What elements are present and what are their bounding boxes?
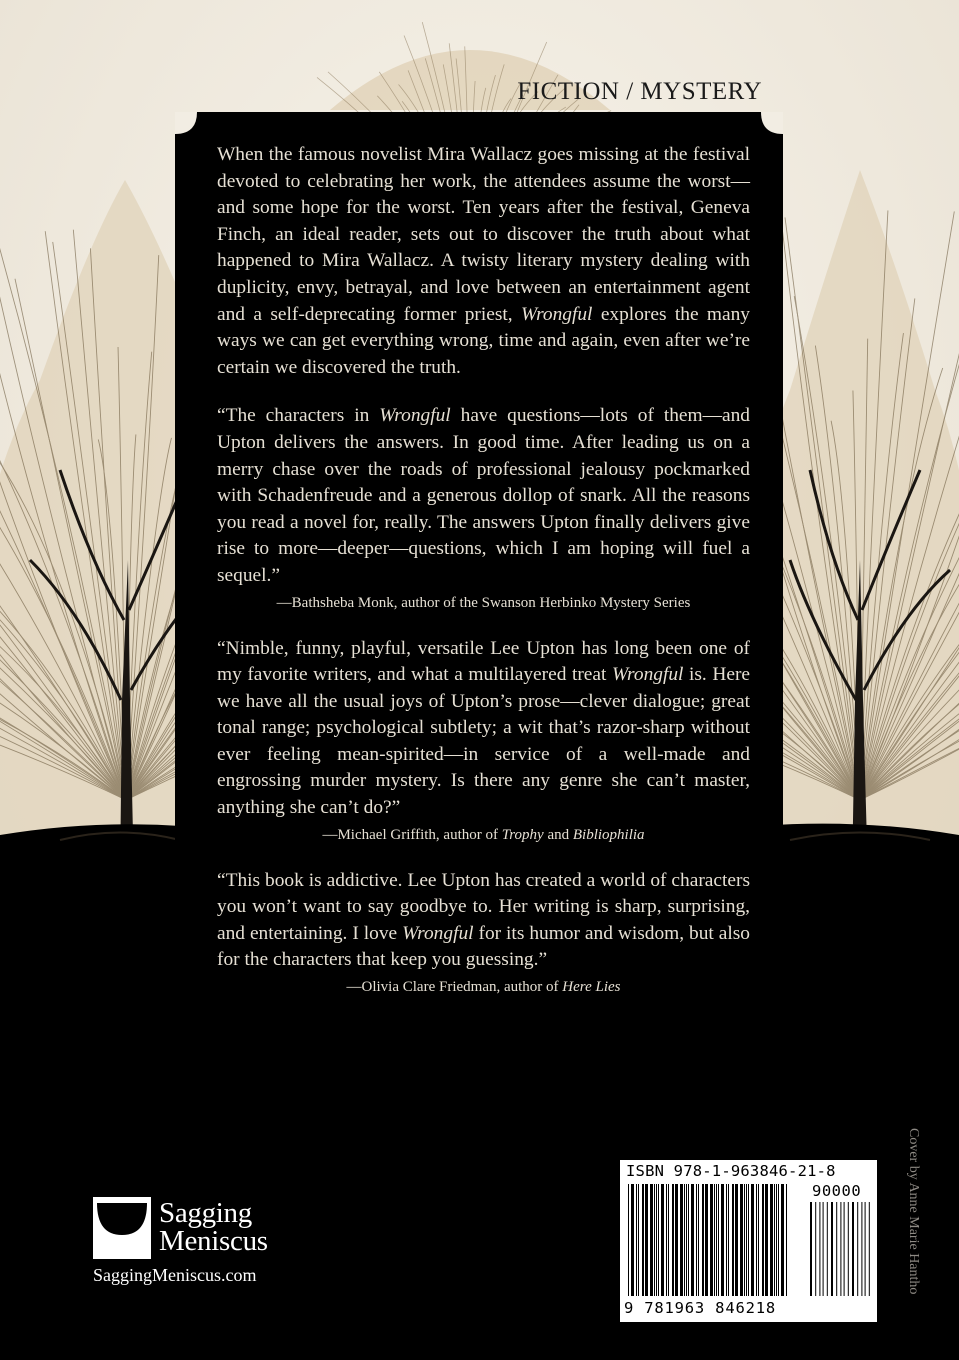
barcode-bar (686, 1184, 687, 1296)
barcode-bar (638, 1184, 639, 1296)
barcode-bar (770, 1184, 773, 1296)
barcode-bar (636, 1184, 637, 1296)
barcode-bar (688, 1184, 689, 1296)
addon-bar (827, 1202, 828, 1296)
italic-title: Wrongful (402, 922, 474, 944)
italic-title: Wrongful (379, 405, 451, 427)
barcode-bar (666, 1184, 667, 1296)
barcode-bar (654, 1184, 655, 1296)
addon-bar (865, 1202, 866, 1296)
addon-bar (810, 1202, 812, 1296)
addon-bar (848, 1202, 849, 1296)
addon-bar (852, 1202, 854, 1296)
blurb-1-attribution: —Bathsheba Monk, author of the Swanson Herbinko Mystery Series (276, 594, 691, 611)
publisher-name-line1: Sagging (159, 1197, 252, 1229)
meniscus-logo-icon (93, 1197, 151, 1259)
blurb-2-text: “Nimble, funny, playful, versatile Lee Upton has long been one of my favorite writers, and what a multilayered treat Wrongful is. Here we have all the usual joys of Upton’s prose—clever dialogue; great tonal range; psychological subtlety; a wit that’s razor-sharp without ever feeling mean-spirited—in service of a well-made and engrossing murder mystery. Is there any genre she can’t master, anything she can’t do?” (217, 637, 751, 819)
barcode-bar (661, 1184, 664, 1296)
barcode-bars (620, 1160, 877, 1322)
addon-bar (819, 1202, 820, 1296)
blurb-1-text: “The characters in Wrongful have questions—lots of them—and Upton delivers the answers. In good time. After leading us on a merry chase over the roads of professional jealousy pockmarked with Schadenfreude and a generous dollop of snark. All the reasons you read a novel for, really. The answers Upton finally delivers give rise to more—deeper—questions, which I am hoping will fuel a sequel.” (217, 405, 750, 586)
addon-bar (815, 1202, 816, 1296)
addon-bar (823, 1202, 824, 1296)
addon-bar (844, 1202, 845, 1296)
addon-bar (869, 1202, 870, 1296)
barcode-bar (726, 1184, 727, 1296)
barcode-bar (751, 1184, 754, 1296)
barcode-bar (672, 1184, 674, 1296)
barcode-bar (756, 1184, 757, 1296)
back-cover-copy (217, 142, 750, 998)
barcode-bar (758, 1184, 759, 1296)
publisher-name (159, 1199, 268, 1255)
isbn-barcode (620, 1160, 877, 1322)
italic-title: Wrongful (520, 303, 593, 325)
barcode-bar (721, 1184, 724, 1296)
barcode-bar (684, 1184, 685, 1296)
barcode-bar (631, 1184, 634, 1296)
barcode-bar (774, 1184, 775, 1296)
barcode-bar (702, 1184, 704, 1296)
barcode-bar (705, 1184, 708, 1296)
barcode-bar (744, 1184, 745, 1296)
genre-label: FICTION / MYSTERY (517, 78, 762, 105)
italic-title: Bibliophilia (572, 826, 645, 843)
italic-title: Wrongful (611, 664, 684, 686)
barcode-bar (740, 1184, 743, 1296)
barcode-bar (718, 1184, 719, 1296)
barcode-bar (735, 1184, 738, 1296)
barcode-bar (658, 1184, 659, 1296)
barcode-bar (650, 1184, 653, 1296)
barcode-bar (656, 1184, 657, 1296)
barcode-bar (710, 1184, 713, 1296)
blurb-3-attribution: —Olivia Clare Friedman, author of Here Lies (346, 979, 621, 996)
addon-bar (831, 1202, 833, 1296)
addon-bar (857, 1202, 858, 1296)
barcode-bar (728, 1184, 729, 1296)
cover-credit: Cover by Anne Marie Hantho (906, 1128, 921, 1295)
ean-digits: 9 781963 846218 (624, 1299, 776, 1317)
publisher-name-line2: Meniscus (159, 1225, 268, 1257)
barcode-bar (781, 1184, 784, 1296)
barcode-bar (765, 1184, 768, 1296)
blurb-2-attribution: —Michael Griffith, author of Trophy and Bibliophilia (322, 826, 645, 843)
italic-title: Here Lies (562, 979, 621, 996)
barcode-bar (778, 1184, 779, 1296)
barcode-bar (696, 1184, 697, 1296)
barcode-bar (691, 1184, 694, 1296)
addon-bar (861, 1202, 862, 1296)
barcode-bar (714, 1184, 715, 1296)
barcode-bar (732, 1184, 734, 1296)
barcode-bar (680, 1184, 683, 1296)
price-addon-digits: 90000 (812, 1182, 862, 1200)
addon-bar (840, 1202, 841, 1296)
barcode-bar (642, 1184, 644, 1296)
addon-bar (836, 1202, 837, 1296)
book-description: When the famous novelist Mira Wallacz goes missing at the festival devoted to celebrating her work, the attendees assume the worst—and some hope for the worst. Ten years after the festival, Geneva Finch, an ideal reader, sets out to discover the truth about what happened to Mira Wallacz. A twisty literary mystery dealing with duplicity, envy, betrayal, and love between an entertainment agent and a self-deprecating former priest, Wrongful explores the many ways we can get everything wrong, time and again, even after we’re certain we discovered the truth. (217, 144, 750, 378)
blurb-3-text: “This book is addictive. Lee Upton has created a world of characters you won’t want to say goodbye to. Her writing is sharp, surprising, and entertaining. I love Wrongful for its humor and wisdom, but also for the characters that keep you guessing.” (217, 869, 750, 971)
barcode-bar (668, 1184, 669, 1296)
barcode-bar (628, 1184, 629, 1296)
barcode-bar (748, 1184, 749, 1296)
barcode-bar (786, 1184, 787, 1296)
barcode-bar (746, 1184, 747, 1296)
isbn-label: ISBN 978-1-963846-21-8 (626, 1162, 836, 1180)
barcode-bar (716, 1184, 717, 1296)
barcode-bar (675, 1184, 678, 1296)
barcode-bar (698, 1184, 699, 1296)
barcode-bar (645, 1184, 648, 1296)
publisher-url: SaggingMeniscus.com (93, 1265, 257, 1285)
barcode-bar (762, 1184, 764, 1296)
barcode-bar (776, 1184, 777, 1296)
italic-title: Trophy (501, 826, 544, 843)
